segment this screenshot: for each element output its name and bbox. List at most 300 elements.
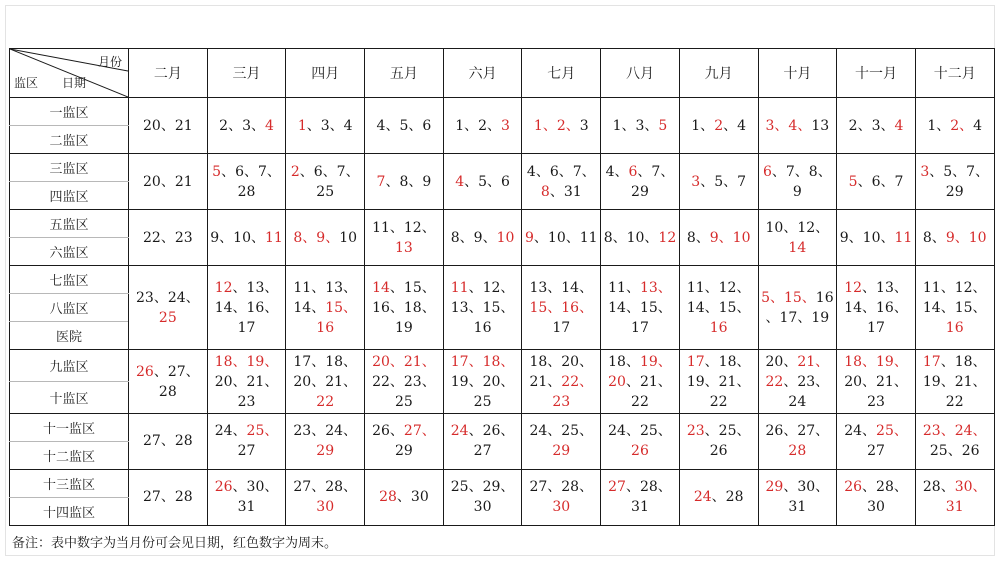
- weekend-dates: 12: [658, 229, 677, 246]
- date-cell: [286, 413, 365, 469]
- weekday-dates: 10: [339, 229, 358, 246]
- date-cell: [837, 350, 916, 413]
- date-cell: [601, 210, 680, 266]
- weekday-dates: 14、15、: [922, 299, 987, 316]
- weekend-dates: 25、: [246, 423, 279, 440]
- weekday-dates: 19: [394, 319, 413, 336]
- date-cell: [522, 210, 601, 266]
- weekday-dates: 27: [867, 443, 885, 460]
- weekend-dates: 28: [788, 443, 807, 460]
- weekday-dates: 21、: [529, 373, 562, 390]
- weekday-dates: 25: [316, 183, 335, 200]
- weekday-dates: 11、12、: [922, 279, 987, 296]
- weekday-dates: 27、28: [143, 433, 193, 450]
- date-cell: [915, 266, 994, 350]
- month-header: 十月: [758, 49, 837, 98]
- weekend-dates: 17: [922, 353, 941, 370]
- weekend-dates: 11: [894, 229, 913, 246]
- corner-label-month: 月份: [97, 55, 122, 69]
- weekend-dates: 5: [658, 117, 668, 134]
- month-header: 八月: [601, 49, 680, 98]
- weekday-dates: 23: [237, 393, 256, 410]
- weekend-dates: 26: [136, 363, 154, 380]
- month-header: 三月: [207, 49, 286, 98]
- date-cell: [286, 350, 365, 413]
- weekend-dates: 24: [450, 423, 469, 440]
- weekend-dates: 30: [316, 499, 335, 516]
- weekday-dates: 、25、: [704, 423, 751, 440]
- weekend-dates: 31: [945, 499, 964, 516]
- date-cell: [837, 154, 916, 210]
- weekday-dates: 、5、6: [464, 173, 510, 190]
- date-cell: [758, 469, 837, 525]
- weekday-dates: 23: [867, 393, 885, 410]
- weekday-dates: 9、10、: [210, 229, 265, 246]
- month-header: 九月: [679, 49, 758, 98]
- weekday-dates: 30: [867, 499, 885, 516]
- weekday-dates: 29: [394, 443, 413, 460]
- weekday-dates: 22: [945, 393, 964, 410]
- weekday-dates: 4、6、7、: [526, 163, 596, 180]
- weekday-dates: 、18、: [940, 353, 987, 370]
- weekend-dates: 8: [540, 183, 550, 200]
- weekday-dates: 、18、: [704, 353, 751, 370]
- weekend-dates: 26: [631, 443, 649, 460]
- weekday-dates: 8、9、: [450, 229, 497, 246]
- table-row: [10, 350, 995, 382]
- weekday-dates: 、7、8、: [771, 163, 832, 180]
- corner-label-date: 日期: [62, 76, 87, 90]
- weekday-dates: 19、21、: [686, 373, 751, 390]
- weekday-dates: 1、: [691, 117, 715, 134]
- weekend-dates: 22: [765, 373, 784, 390]
- weekday-dates: 、8、9: [385, 173, 432, 190]
- weekday-dates: 9、10、: [839, 229, 895, 246]
- zone-label: 四监区: [10, 182, 129, 210]
- weekend-dates: 20: [608, 373, 626, 390]
- date-cell: [207, 350, 286, 413]
- footnote: 备注：表中数字为当月份可会见日期，红色数字为周末。: [12, 536, 338, 551]
- date-cell: [129, 210, 208, 266]
- weekday-dates: 8、: [922, 229, 946, 246]
- date-cell: [522, 266, 601, 350]
- month-header: 五月: [365, 49, 444, 98]
- weekend-dates: 29: [765, 479, 784, 496]
- date-cell: [365, 266, 444, 350]
- zone-label: 十二监区: [10, 441, 129, 469]
- weekend-dates: 3: [501, 117, 510, 134]
- weekday-dates: 31: [631, 499, 649, 516]
- weekday-dates: 20、21、: [293, 373, 358, 390]
- weekend-dates: 26: [214, 479, 233, 496]
- date-cell: [365, 154, 444, 210]
- date-cell: [915, 210, 994, 266]
- date-cell: [129, 469, 208, 525]
- weekday-dates: 17: [237, 319, 256, 336]
- date-cell: [837, 210, 916, 266]
- weekday-dates: 31: [788, 499, 807, 516]
- weekday-dates: 22: [631, 393, 649, 410]
- month-header: 六月: [443, 49, 522, 98]
- weekend-dates: 27、: [403, 423, 436, 440]
- date-cell: [286, 154, 365, 210]
- weekend-dates: 8、9、: [293, 229, 340, 246]
- weekend-dates: 17: [686, 353, 705, 370]
- weekday-dates: 、13、: [232, 279, 279, 296]
- weekday-dates: 14、15、: [686, 299, 751, 316]
- weekday-dates: 14、15、: [608, 299, 672, 316]
- weekend-dates: 9、10: [709, 229, 751, 246]
- table-header-row: [10, 49, 995, 98]
- weekend-dates: 23: [552, 393, 571, 410]
- weekend-dates: 23、24、: [922, 423, 987, 440]
- weekday-dates: 1、2、: [455, 117, 502, 134]
- weekend-dates: 14: [788, 239, 807, 256]
- weekday-dates: 13: [811, 117, 830, 134]
- weekday-dates: 18、20、: [529, 353, 594, 370]
- date-cell: [522, 350, 601, 413]
- date-cell: [443, 154, 522, 210]
- table-row: [10, 469, 995, 497]
- weekday-dates: 3: [579, 117, 589, 134]
- weekend-dates: 2: [714, 117, 724, 134]
- weekday-dates: 28、: [922, 479, 955, 496]
- date-cell: [207, 413, 286, 469]
- weekday-dates: 11、: [608, 279, 640, 296]
- weekday-dates: 、15、: [389, 279, 436, 296]
- date-cell: [915, 413, 994, 469]
- date-cell: [915, 469, 994, 525]
- weekday-dates: 16、18、: [372, 299, 436, 316]
- table-row: [10, 154, 995, 182]
- weekend-dates: 12: [214, 279, 233, 296]
- weekend-dates: 18、19、: [214, 353, 279, 370]
- weekday-dates: 、10、11: [533, 229, 598, 246]
- weekday-dates: 24、25、: [529, 423, 594, 440]
- month-header: 四月: [286, 49, 365, 98]
- weekend-dates: 15、: [325, 299, 358, 316]
- weekday-dates: 17: [552, 319, 571, 336]
- date-cell: [129, 413, 208, 469]
- weekday-dates: 20、21: [143, 173, 193, 190]
- weekend-dates: 3: [691, 173, 701, 190]
- date-cell: [915, 350, 994, 413]
- weekday-dates: 25、26: [929, 443, 980, 460]
- weekend-dates: 29: [316, 443, 335, 460]
- zone-label: 九监区: [10, 350, 129, 382]
- date-cell: [129, 350, 208, 413]
- zone-label: 五监区: [10, 210, 129, 238]
- corner-label-zone: 监区: [14, 76, 39, 90]
- weekday-dates: 4: [973, 117, 983, 134]
- table-row: [10, 266, 995, 294]
- weekend-dates: 22、: [561, 373, 594, 390]
- weekend-dates: 25: [158, 309, 177, 326]
- weekday-dates: 、5、7、: [929, 163, 990, 180]
- date-cell: [443, 413, 522, 469]
- weekday-dates: 10、12、: [765, 219, 830, 236]
- date-cell: [601, 413, 680, 469]
- weekday-dates: 、23、: [783, 373, 830, 390]
- date-cell: [365, 98, 444, 154]
- weekday-dates: 27、28: [143, 489, 193, 506]
- weekend-dates: 5: [212, 163, 222, 180]
- weekend-dates: 10: [496, 229, 515, 246]
- weekend-dates: 2、: [950, 117, 974, 134]
- date-cell: [365, 469, 444, 525]
- date-cell: [365, 350, 444, 413]
- table-row: [10, 413, 995, 441]
- weekend-dates: 2: [290, 163, 300, 180]
- weekday-dates: 20、21: [143, 117, 193, 134]
- weekday-dates: 13、14、: [529, 279, 594, 296]
- weekend-dates: 30: [552, 499, 571, 516]
- weekday-dates: 8、: [686, 229, 710, 246]
- weekday-dates: 、26、: [468, 423, 515, 440]
- weekend-dates: 11: [450, 279, 469, 296]
- weekday-dates: 25: [394, 393, 413, 410]
- weekday-dates: 24: [788, 393, 807, 410]
- date-cell: [758, 154, 837, 210]
- zone-label: 十四监区: [10, 497, 129, 525]
- weekend-dates: 23: [686, 423, 705, 440]
- date-cell: [286, 210, 365, 266]
- weekend-dates: 25、: [876, 423, 908, 440]
- weekday-dates: 、30: [396, 489, 429, 506]
- weekend-dates: 27: [608, 479, 626, 496]
- weekday-dates: 16: [473, 319, 492, 336]
- weekday-dates: 20、21、: [214, 373, 279, 390]
- weekend-dates: 11: [264, 229, 283, 246]
- date-cell: [758, 210, 837, 266]
- weekday-dates: 、28、: [625, 479, 672, 496]
- weekend-dates: 15、16、: [529, 299, 594, 316]
- weekday-dates: 4、5、6: [376, 117, 432, 134]
- weekend-dates: 3、4、: [765, 117, 812, 134]
- weekday-dates: 31: [237, 499, 256, 516]
- weekday-dates: 28: [158, 383, 177, 400]
- weekday-dates: 1、: [927, 117, 951, 134]
- date-cell: [443, 469, 522, 525]
- weekday-dates: 26: [709, 443, 728, 460]
- weekday-dates: 16: [815, 289, 834, 306]
- weekend-dates: 4: [894, 117, 904, 134]
- weekday-dates: 29: [945, 183, 964, 200]
- weekend-dates: 18、19、: [844, 353, 908, 370]
- weekday-dates: 29: [631, 183, 649, 200]
- date-cell: [365, 210, 444, 266]
- weekend-dates: 16: [709, 319, 728, 336]
- weekend-dates: 5: [848, 173, 858, 190]
- date-cell: [679, 210, 758, 266]
- date-cell: [601, 350, 680, 413]
- weekday-dates: 、6、7、: [221, 163, 281, 180]
- weekday-dates: 22: [709, 393, 728, 410]
- weekday-dates: 2、3、: [848, 117, 895, 134]
- date-cell: [679, 266, 758, 350]
- weekday-dates: 17: [867, 319, 885, 336]
- date-cell: [915, 98, 994, 154]
- date-cell: [286, 98, 365, 154]
- weekend-dates: 13、: [639, 279, 672, 296]
- table-row: [10, 98, 995, 126]
- date-cell: [443, 210, 522, 266]
- weekday-dates: 2、3、: [219, 117, 265, 134]
- weekday-dates: 11、12、: [686, 279, 751, 296]
- weekday-dates: 、3、4: [306, 117, 353, 134]
- date-cell: [522, 98, 601, 154]
- date-cell: [522, 413, 601, 469]
- weekend-dates: 5、15、: [761, 289, 816, 306]
- date-cell: [679, 350, 758, 413]
- weekend-dates: 24: [693, 489, 712, 506]
- date-cell: [443, 350, 522, 413]
- date-cell: [837, 413, 916, 469]
- weekday-dates: 13、15、: [450, 299, 515, 316]
- weekday-dates: 27: [237, 443, 256, 460]
- zone-label: 医院: [10, 322, 129, 350]
- date-cell: [443, 266, 522, 350]
- date-cell: [601, 98, 680, 154]
- weekday-dates: 27、28、: [293, 479, 358, 496]
- zone-label: 一监区: [10, 98, 129, 126]
- weekend-dates: 19、: [639, 353, 672, 370]
- date-cell: [443, 98, 522, 154]
- weekday-dates: 19、21、: [922, 373, 987, 390]
- weekday-dates: 17: [631, 319, 649, 336]
- weekday-dates: 、5、7: [700, 173, 747, 190]
- weekday-dates: 、7、: [637, 163, 675, 180]
- date-cell: [207, 266, 286, 350]
- weekday-dates: 、12、: [468, 279, 515, 296]
- weekday-dates: 22、23、: [372, 373, 436, 390]
- weekend-dates: 16: [316, 319, 335, 336]
- date-cell: [522, 469, 601, 525]
- weekday-dates: 、31: [549, 183, 582, 200]
- weekend-dates: 28: [379, 489, 397, 506]
- weekday-dates: 4、: [605, 163, 629, 180]
- weekday-dates: 、4: [723, 117, 747, 134]
- zone-label: 六监区: [10, 238, 129, 266]
- weekday-dates: 25、29、: [450, 479, 515, 496]
- date-cell: [207, 98, 286, 154]
- date-cell: [758, 350, 837, 413]
- weekday-dates: 27、28、: [529, 479, 594, 496]
- weekday-dates: 26、: [372, 423, 404, 440]
- weekend-dates: 17、18、: [450, 353, 515, 370]
- weekend-dates: 30、: [954, 479, 987, 496]
- weekend-dates: 1: [297, 117, 307, 134]
- weekday-dates: 11、12、: [372, 219, 436, 236]
- date-cell: [758, 266, 837, 350]
- weekday-dates: 8、10、: [603, 229, 659, 246]
- weekday-dates: 24、: [214, 423, 247, 440]
- weekday-dates: 、6、7、: [299, 163, 360, 180]
- weekday-dates: 18、: [608, 353, 640, 370]
- weekday-dates: 24、: [844, 423, 877, 440]
- weekend-dates: 26: [844, 479, 863, 496]
- weekday-dates: 25: [473, 393, 492, 410]
- weekday-dates: 19、20、: [450, 373, 515, 390]
- date-cell: [758, 413, 837, 469]
- date-cell: [207, 154, 286, 210]
- weekend-dates: 9、10: [945, 229, 987, 246]
- weekday-dates: 22、23: [143, 229, 193, 246]
- date-cell: [522, 154, 601, 210]
- weekday-dates: 27: [473, 443, 492, 460]
- weekday-dates: 9: [792, 183, 802, 200]
- month-header: 十二月: [915, 49, 994, 98]
- weekday-dates: 、28: [711, 489, 744, 506]
- weekend-dates: 21、: [797, 353, 830, 370]
- weekday-dates: 、17、19: [765, 309, 830, 326]
- month-header: 二月: [129, 49, 208, 98]
- weekday-dates: 26、27、: [765, 423, 830, 440]
- date-cell: [679, 469, 758, 525]
- weekday-dates: 、21、: [625, 373, 672, 390]
- zone-label: 十三监区: [10, 469, 129, 497]
- weekend-dates: 4: [455, 173, 465, 190]
- weekend-dates: 13: [394, 239, 413, 256]
- weekend-dates: 3: [920, 163, 930, 180]
- weekday-dates: 20、: [765, 353, 798, 370]
- weekend-dates: 14: [372, 279, 390, 296]
- weekday-dates: 、28、: [862, 479, 908, 496]
- date-cell: [758, 98, 837, 154]
- visit-schedule-table: [9, 48, 995, 526]
- date-cell: [837, 266, 916, 350]
- weekday-dates: 、30、: [232, 479, 279, 496]
- date-cell: [129, 266, 208, 350]
- zone-label: 三监区: [10, 154, 129, 182]
- weekend-dates: 20、21、: [372, 353, 436, 370]
- weekday-dates: 、30、: [783, 479, 830, 496]
- date-cell: [679, 413, 758, 469]
- weekend-dates: 6: [762, 163, 772, 180]
- zone-label: 七监区: [10, 266, 129, 294]
- date-cell: [365, 413, 444, 469]
- date-cell: [129, 98, 208, 154]
- weekday-dates: 1、3、: [612, 117, 659, 134]
- weekday-dates: 、13、: [862, 279, 908, 296]
- month-header: 七月: [522, 49, 601, 98]
- weekday-dates: 11、13、: [293, 279, 358, 296]
- date-cell: [601, 154, 680, 210]
- date-cell: [207, 210, 286, 266]
- date-cell: [679, 154, 758, 210]
- weekend-dates: 6: [628, 163, 638, 180]
- weekend-dates: 22: [316, 393, 335, 410]
- weekend-dates: 29: [552, 443, 571, 460]
- table-row: [10, 210, 995, 238]
- zone-label: 十监区: [10, 382, 129, 414]
- weekday-dates: 14、: [293, 299, 326, 316]
- weekend-dates: 9: [525, 229, 534, 246]
- date-cell: [286, 469, 365, 525]
- weekend-dates: 4: [264, 117, 274, 134]
- date-cell: [679, 98, 758, 154]
- weekday-dates: 24、25、: [608, 423, 672, 440]
- weekend-dates: 7: [376, 173, 386, 190]
- weekday-dates: 、6、7: [857, 173, 904, 190]
- weekend-dates: 12: [844, 279, 863, 296]
- weekend-dates: 1、2、: [533, 117, 580, 134]
- weekday-dates: 14、16、: [844, 299, 908, 316]
- weekday-dates: 30: [473, 499, 492, 516]
- header-corner-cell: [10, 49, 129, 98]
- weekend-dates: 16: [945, 319, 964, 336]
- zone-label: 八监区: [10, 294, 129, 322]
